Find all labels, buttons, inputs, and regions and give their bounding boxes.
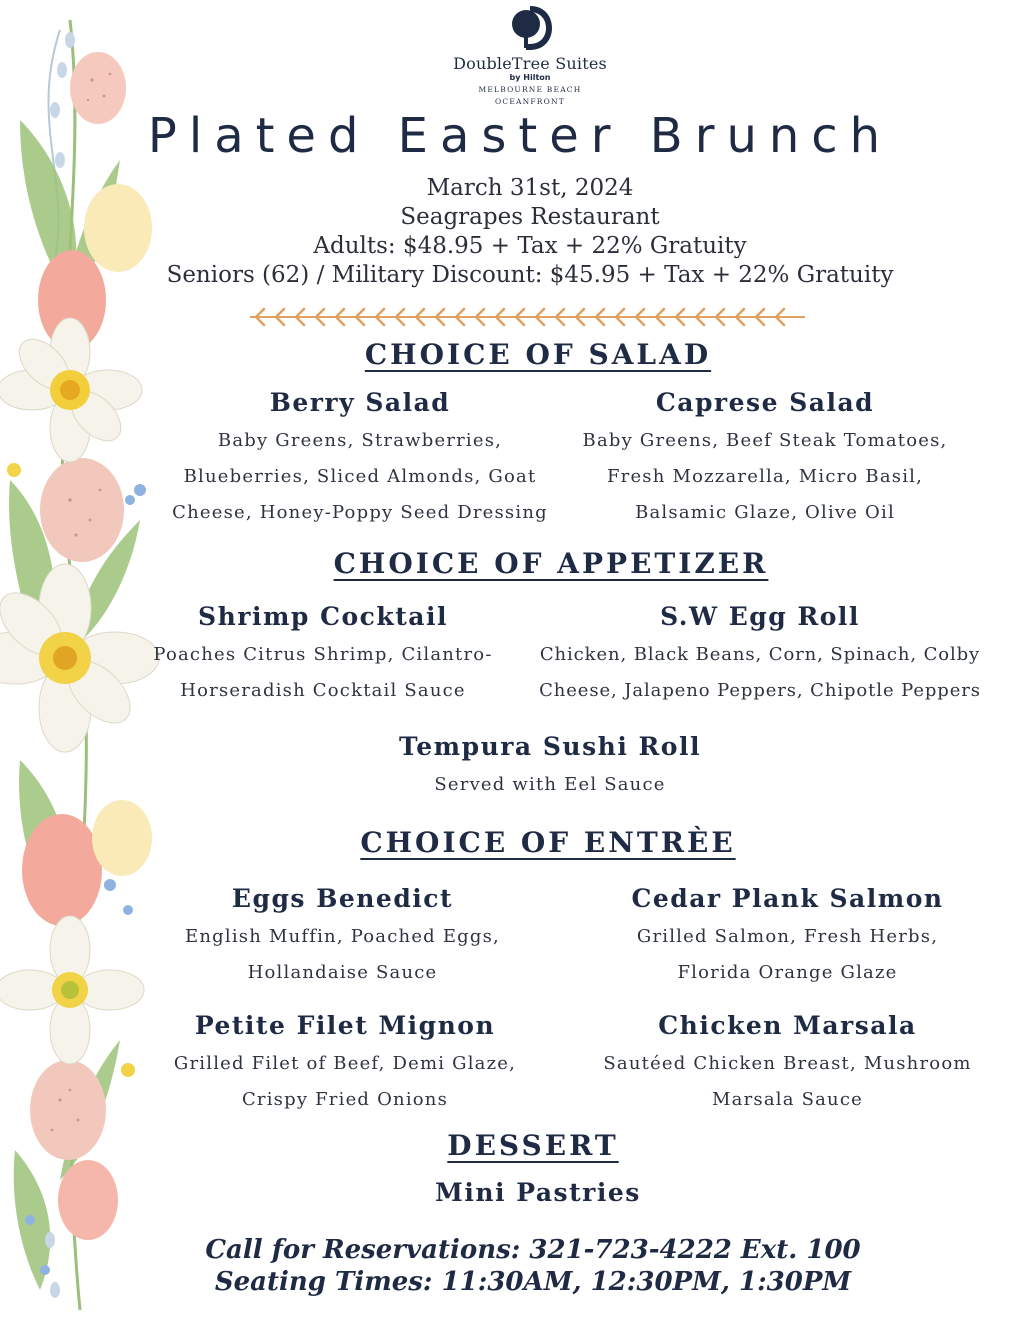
event-venue: Seagrapes Restaurant bbox=[400, 204, 660, 230]
section-dessert-heading: DESSERT bbox=[447, 1129, 619, 1162]
item-desc-line: Crispy Fried Onions bbox=[241, 1089, 449, 1110]
price-adults: Adults: $48.95 + Tax + 22% Gratuity bbox=[313, 233, 747, 259]
menu-item-berry-salad bbox=[160, 388, 560, 531]
footer-contact bbox=[0, 1234, 1016, 1298]
page-title: Plated Easter Brunch bbox=[147, 108, 893, 164]
hotel-logo bbox=[430, 4, 630, 106]
event-info bbox=[0, 174, 1016, 290]
item-desc-line: Baby Greens, Strawberries, bbox=[217, 430, 503, 451]
tree-d-logo-icon bbox=[506, 4, 554, 52]
item-desc-line: Horseradish Cocktail Sauce bbox=[180, 680, 466, 701]
brand-location-1: MELBOURNE BEACH bbox=[478, 85, 582, 94]
item-name: Chicken Marsala bbox=[658, 1011, 917, 1040]
dessert-item: Mini Pastries bbox=[435, 1178, 641, 1207]
section-entree-heading: CHOICE OF ENTRÈE bbox=[360, 826, 736, 859]
item-desc-line: Hollandaise Sauce bbox=[247, 962, 438, 983]
item-name: Berry Salad bbox=[269, 388, 451, 417]
wheat-vine-divider-icon bbox=[250, 304, 805, 330]
menu-item-cedar-plank-salmon bbox=[585, 884, 990, 991]
brand-location-2: OCEANFRONT bbox=[495, 97, 565, 106]
reservations-line: Call for Reservations: 321-723-4222 Ext. 100 bbox=[205, 1235, 861, 1265]
menu-item-sw-egg-roll bbox=[520, 602, 1000, 709]
menu-item-caprese-salad bbox=[565, 388, 965, 531]
event-date: March 31st, 2024 bbox=[426, 175, 634, 201]
item-desc-line: Chicken, Black Beans, Corn, Spinach, Colby bbox=[539, 644, 981, 665]
item-desc-line: Baby Greens, Beef Steak Tomatoes, bbox=[582, 430, 948, 451]
brand-name: DoubleTree Suites bbox=[453, 54, 607, 73]
menu-item-eggs-benedict bbox=[160, 884, 525, 991]
item-desc-line: Marsala Sauce bbox=[712, 1089, 863, 1110]
item-desc-line: Cheese, Honey-Poppy Seed Dressing bbox=[172, 502, 548, 523]
item-name: Cedar Plank Salmon bbox=[631, 884, 944, 913]
item-desc-line: Served with Eel Sauce bbox=[434, 774, 666, 795]
seating-times-line: Seating Times: 11:30AM, 12:30PM, 1:30PM bbox=[214, 1267, 852, 1297]
item-desc-line: Fresh Mozzarella, Micro Basil, bbox=[606, 466, 924, 487]
item-name: Petite Filet Mignon bbox=[194, 1011, 496, 1040]
item-name: S.W Egg Roll bbox=[660, 602, 860, 631]
section-salad-heading: CHOICE OF SALAD bbox=[364, 338, 712, 371]
section-appetizer-heading: CHOICE OF APPETIZER bbox=[333, 547, 769, 580]
item-name: Tempura Sushi Roll bbox=[399, 732, 701, 761]
brand-by-hilton: by Hilton bbox=[509, 73, 551, 82]
menu-item-tempura-sushi-roll bbox=[300, 732, 800, 803]
item-name: Caprese Salad bbox=[655, 388, 875, 417]
menu-item-chicken-marsala bbox=[585, 1011, 990, 1118]
price-seniors: Seniors (62) / Military Discount: $45.95 + Tax + 22% Gratuity bbox=[166, 262, 894, 288]
menu-item-shrimp-cocktail bbox=[143, 602, 503, 709]
item-desc-line: English Muffin, Poached Eggs, bbox=[185, 926, 500, 947]
item-desc-line: Sautéed Chicken Breast, Mushroom bbox=[603, 1053, 972, 1074]
item-name: Eggs Benedict bbox=[231, 884, 454, 913]
item-desc-line: Florida Orange Glaze bbox=[677, 962, 898, 983]
item-desc-line: Poaches Citrus Shrimp, Cilantro- bbox=[153, 644, 493, 665]
item-desc-line: Cheese, Jalapeno Peppers, Chipotle Peppers bbox=[539, 680, 981, 701]
item-desc-line: Blueberries, Sliced Almonds, Goat bbox=[183, 466, 537, 487]
item-desc-line: Balsamic Glaze, Olive Oil bbox=[635, 502, 895, 523]
item-desc-line: Grilled Salmon, Fresh Herbs, bbox=[636, 926, 939, 947]
item-name: Shrimp Cocktail bbox=[198, 602, 448, 631]
menu-item-petite-filet-mignon bbox=[160, 1011, 530, 1118]
item-desc-line: Grilled Filet of Beef, Demi Glaze, bbox=[173, 1053, 517, 1074]
